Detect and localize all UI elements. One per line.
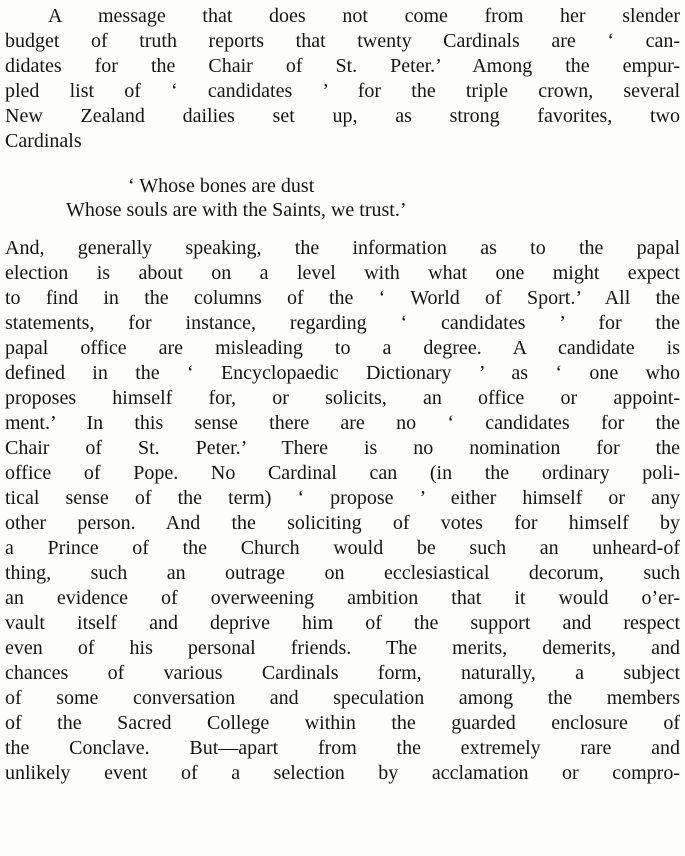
text-line: thing, such an outrage on ecclesiastical decorum, such — [5, 562, 680, 584]
text-line: budget of truth reports that twenty Cardinals are ‘ can- — [5, 30, 680, 52]
quote-line: ‘ Whose bones are dust — [128, 175, 315, 197]
text-line: chances of various Cardinals form, naturally, a subject — [5, 662, 680, 684]
text-line: statements, for instance, regarding ‘ candidates ’ for the — [5, 312, 680, 334]
text-line: Chair of St. Peter.’ There is no nomination for the — [5, 437, 680, 459]
text-line: a Prince of the Church would be such an unheard-of — [5, 537, 680, 559]
quote-line: Whose souls are with the Saints, we trust.’ — [66, 199, 407, 221]
text-line: to find in the columns of the ‘ World of Sport.’ All the — [5, 287, 680, 309]
text-line: other person. And the soliciting of votes for himself by — [5, 512, 680, 534]
text-line: ment.’ In this sense there are no ‘ candidates for the — [5, 412, 680, 434]
text-line: didates for the Chair of St. Peter.’ Among the empur- — [5, 55, 680, 77]
text-line: of some conversation and speculation among the members — [5, 687, 680, 709]
text-line: And, generally speaking, the information as to the papal — [5, 237, 680, 259]
text-line: A message that does not come from her slender — [48, 5, 680, 27]
text-line: the Conclave. But—apart from the extremely rare and — [5, 737, 680, 759]
text-line: Cardinals — [5, 130, 82, 152]
text-line: even of his personal friends. The merits, demerits, and — [5, 637, 680, 659]
text-line: New Zealand dailies set up, as strong favorites, two — [5, 105, 680, 127]
text-line: pled list of ‘ candidates ’ for the triple crown, several — [5, 80, 680, 102]
text-line: an evidence of overweening ambition that it would o’er- — [5, 587, 680, 609]
text-line: vault itself and deprive him of the support and respect — [5, 612, 680, 634]
text-line: of the Sacred College within the guarded enclosure of — [5, 712, 680, 734]
text-line: tical sense of the term) ‘ propose ’ either himself or any — [5, 487, 680, 509]
text-line: unlikely event of a selection by acclamation or compro- — [5, 762, 680, 784]
text-line: papal office are misleading to a degree. A candidate is — [5, 337, 680, 359]
text-line: election is about on a level with what one might expect — [5, 262, 680, 284]
text-line: proposes himself for, or solicits, an office or appoint- — [5, 387, 680, 409]
text-line: office of Pope. No Cardinal can (in the ordinary poli- — [5, 462, 680, 484]
text-line: defined in the ‘ Encyclopaedic Dictionary ’ as ‘ one who — [5, 362, 680, 384]
